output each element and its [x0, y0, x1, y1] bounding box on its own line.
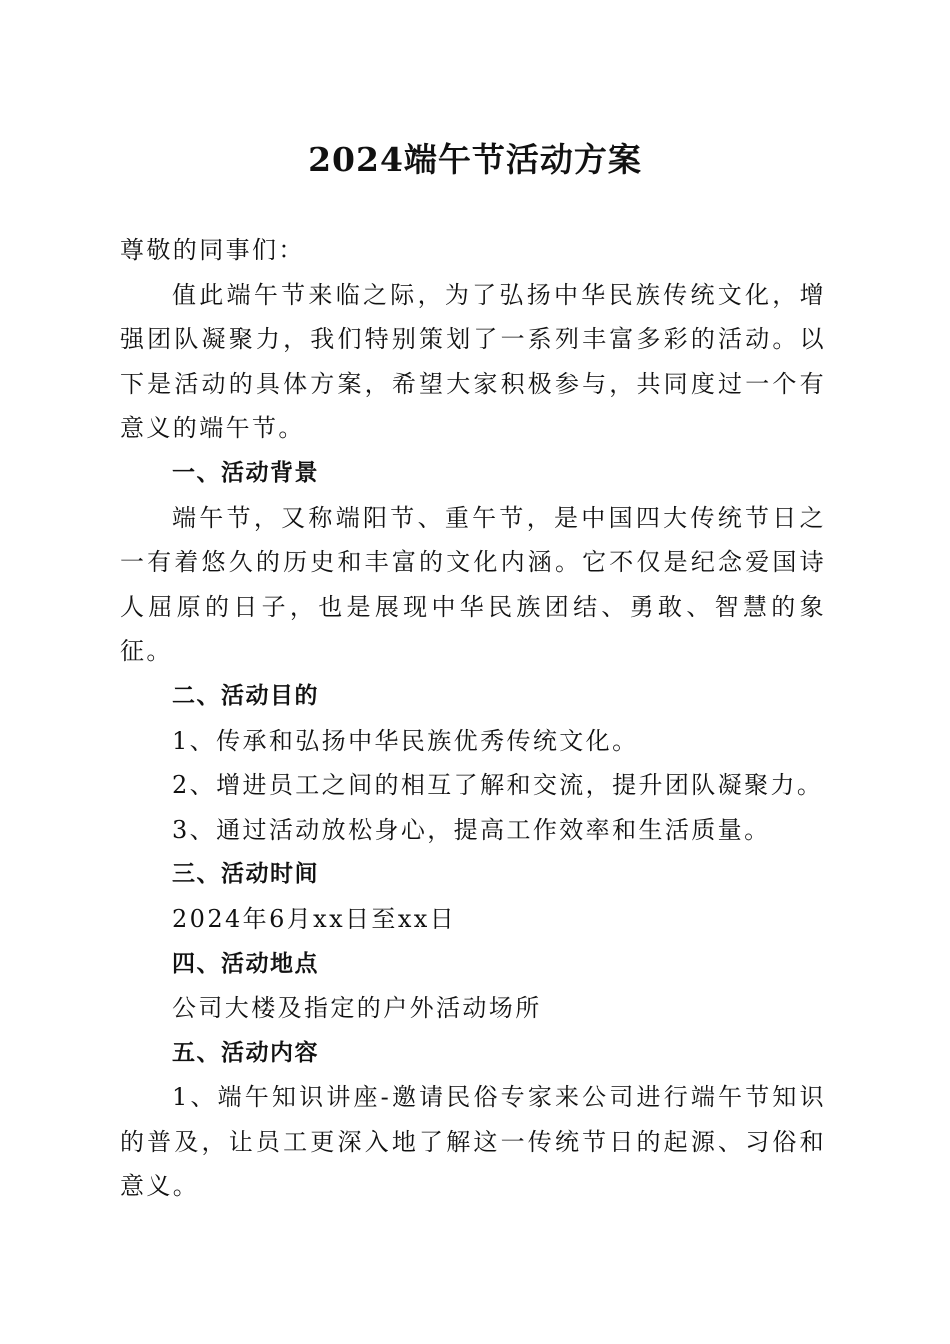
time-text: 2024年6月xx日至xx日 [172, 904, 457, 933]
background-paragraph: 端午节，又称端阳节、重午节，是中国四大传统节日之一有着悠久的历史和丰富的文化内涵。它不仅是纪念爱国诗人屈原的日子，也是展现中华民族团结、勇敢、智慧的象征。 [120, 503, 826, 666]
section-heading-background: 一、活动背景 [172, 459, 319, 486]
section-heading-location: 四、活动地点 [172, 950, 319, 977]
section-heading-purpose: 二、活动目的 [172, 682, 319, 709]
section-heading-time: 三、活动时间 [172, 861, 319, 888]
location-text: 公司大楼及指定的户外活动场所 [172, 994, 542, 1023]
purpose-item: 1、传承和弘扬中华民族优秀传统文化。 [172, 726, 639, 755]
salutation: 尊敬的同事们： [120, 236, 305, 264]
document-title: 2024端午节活动方案 [308, 140, 642, 179]
content-item: 1、端午知识讲座-邀请民俗专家来公司进行端午节知识的普及，让员工更深入地了解这一传统节日的起源、习俗和意义。 [120, 1083, 826, 1201]
document-body [120, 228, 826, 1209]
section-heading-content: 五、活动内容 [172, 1039, 319, 1066]
intro-paragraph: 值此端午节来临之际，为了弘扬中华民族传统文化，增强团队凝聚力，我们特别策划了一系列丰富多彩的活动。以下是活动的具体方案，希望大家积极参与，共同度过一个有意义的端午节。 [120, 280, 826, 443]
purpose-item: 3、通过活动放松身心，提高工作效率和生活质量。 [172, 815, 771, 844]
purpose-item: 2、增进员工之间的相互了解和交流，提升团队凝聚力。 [172, 771, 824, 800]
